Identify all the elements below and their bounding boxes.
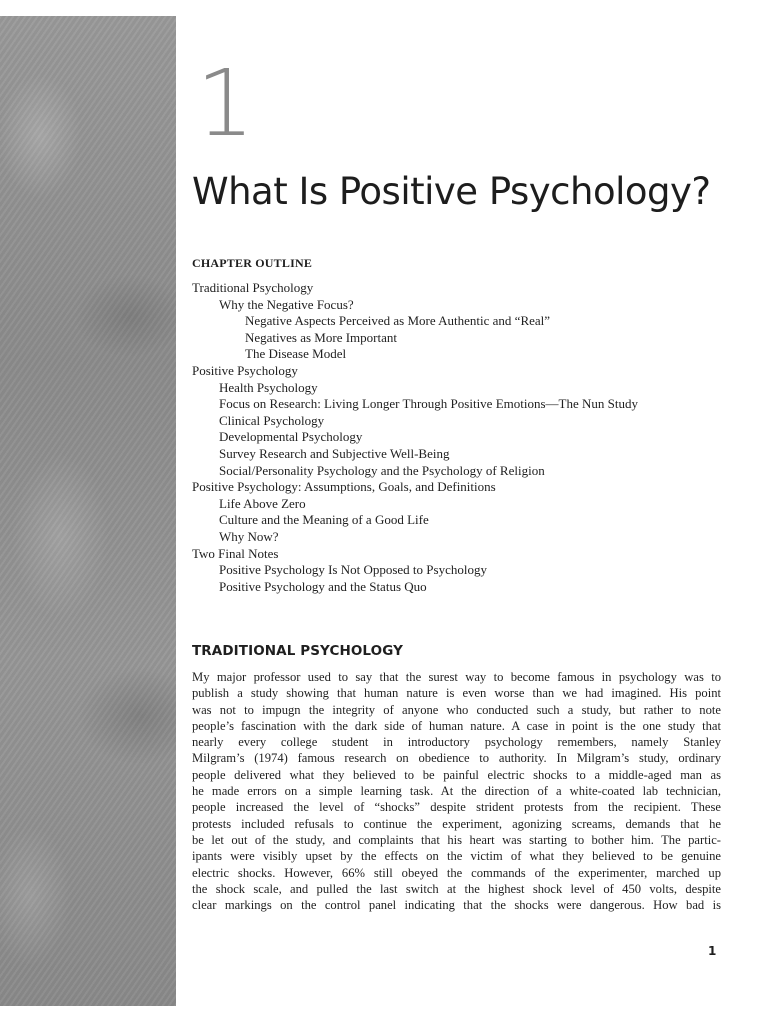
body-text-line: Milgram’s (1974) famous research on obedience to authority. In Milgram’s study, ordinary bbox=[192, 751, 721, 766]
outline-item-level-1: Positive Psychology and the Status Quo bbox=[219, 578, 427, 594]
outline-item-level-1: Clinical Psychology bbox=[219, 412, 325, 428]
outline-item-level-0: Two Final Notes bbox=[192, 545, 279, 561]
outline-item-level-0: Traditional Psychology bbox=[192, 280, 314, 295]
outline-item-level-1: Health Psychology bbox=[219, 379, 318, 395]
outline-item-level-0: Positive Psychology: Assumptions, Goals, and Definitions bbox=[192, 479, 496, 495]
section-body-text bbox=[192, 669, 721, 913]
body-text-line: he made errors on a simple learning task. At the direction of a white-coated lab technician, bbox=[192, 784, 721, 799]
page-top-margin bbox=[0, 0, 768, 16]
decorative-stone-texture-panel bbox=[0, 16, 176, 1006]
section-heading: TRADITIONAL PSYCHOLOGY bbox=[192, 643, 403, 659]
outline-item-level-1: Positive Psychology Is Not Opposed to Psychology bbox=[219, 562, 487, 578]
body-text-line: ipants were visibly upset by the effects on the victim of what they believed to be genuine bbox=[192, 849, 721, 864]
body-text-line: electric shocks. However, 66% still obeyed the commands of the experimenter, marched up bbox=[192, 865, 721, 880]
chapter-number: 1 bbox=[196, 50, 255, 157]
page-number: 1 bbox=[708, 944, 717, 958]
body-text-line: the shock scale, and pulled the last switch at the highest shock level of 450 volts, despite bbox=[192, 881, 721, 896]
body-text-line: nearly every college student in introductory psychology remembers, namely Stanley bbox=[192, 735, 721, 750]
outline-item-level-2: Negatives as More Important bbox=[245, 329, 397, 345]
outline-item-level-2: The Disease Model bbox=[245, 346, 347, 362]
body-text-line: be let out of the study, and complaints that his heart was starting to bother him. The partic- bbox=[192, 832, 721, 847]
outline-item-level-1: Focus on Research: Living Longer Through Positive Emotions—The Nun Study bbox=[219, 396, 638, 412]
body-text-line: protests included refusals to continue the experiment, agonizing screams, demands that he bbox=[192, 816, 721, 831]
body-text-line: was not to impugn the integrity of anyone who conducted such a study, but rather to note bbox=[192, 702, 721, 717]
outline-item-level-2: Negative Aspects Perceived as More Authentic and “Real” bbox=[245, 313, 551, 329]
outline-item-level-1: Why Now? bbox=[219, 528, 279, 544]
chapter-outline-list bbox=[192, 280, 728, 595]
body-text-line: people increased the level of “shocks” despite strident protests from the recipient. These bbox=[192, 800, 721, 815]
outline-item-level-0: Positive Psychology bbox=[192, 362, 298, 378]
outline-item-level-1: Social/Personality Psychology and the Psychology of Religion bbox=[219, 462, 545, 478]
outline-item-level-1: Developmental Psychology bbox=[219, 429, 363, 445]
body-text-line: My major professor used to say that the surest way to become famous in psychology was to bbox=[192, 670, 721, 684]
outline-item-level-1: Life Above Zero bbox=[219, 495, 306, 511]
outline-item-level-1: Survey Research and Subjective Well-Being bbox=[219, 445, 450, 461]
chapter-outline-heading: CHAPTER OUTLINE bbox=[192, 256, 313, 270]
chapter-title: What Is Positive Psychology? bbox=[192, 170, 711, 213]
body-text-line: clear markings on the control panel indicating that the shocks were dangerous. How bad is bbox=[192, 898, 721, 913]
body-text-line: publish a study showing that human nature is even worse than we had imagined. His point bbox=[192, 686, 721, 701]
outline-item-level-1: Culture and the Meaning of a Good Life bbox=[219, 512, 429, 528]
body-text-line: people’s fascination with the dark side of human nature. A case in point is the one study that bbox=[192, 718, 721, 733]
outline-item-level-1: Why the Negative Focus? bbox=[219, 296, 354, 312]
body-text-line: people delivered what they believed to be painful electric shocks to a middle-aged man as bbox=[192, 767, 721, 782]
